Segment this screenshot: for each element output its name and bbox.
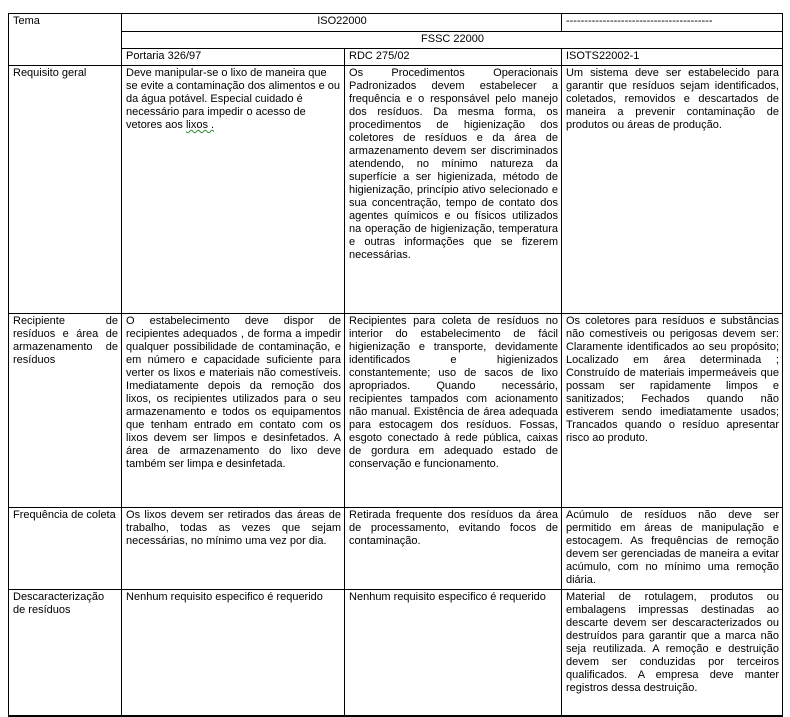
tema-cell: Descaracterização de resíduos: [9, 590, 122, 716]
header-row-2: [9, 32, 783, 49]
header-row-3: [9, 49, 783, 66]
header-row-1: [9, 14, 783, 32]
header-rdc: RDC 275/02: [345, 49, 562, 66]
portaria-cell: O estabelecimento deve dispor de recipientes adequados , de forma a impedir qualquer possibilidade de contaminação, e em número e capacidade suficiente para verter os lixos e materiais não comestíveis. Imediatamente depois da remoção dos lixos, os recipientes utilizados para o seu armazenamento e todos os equipamentos que tenham entrado em contato com os lixos devem ser limpos e desinfetados. A área de armazenamento do lixo deve também ser limpa e desinfetada.: [122, 314, 345, 508]
portaria-cell: Os lixos devem ser retirados das áreas de trabalho, todas as vezes que sejam necessárias, no mínimo uma vez por dia.: [122, 508, 345, 590]
portaria-cell: [122, 66, 345, 314]
comparison-table: [8, 13, 783, 717]
tema-cell: Recipiente de resíduos e área de armazenamento de resíduos: [9, 314, 122, 508]
header-dashes: ----------------------------------------: [561, 14, 782, 32]
portaria-text: Deve manipular-se o lixo de maneira que se evite a contaminação dos alimentos e ou da água potável. Especial cuidado é necessário para impedir o acesso de vetores aos: [126, 67, 341, 131]
header-tema: Tema: [9, 14, 122, 66]
isots-cell: Os coletores para resíduos e substâncias não comestíveis ou perigosas devem ser: Claramente identificados ao seu propósito; Localizado em área determinada ; Construído de materiais impermeáveis que possam ser rapidamente limpos e sanitizados; Fechados quando não estiverem sendo imediatamente usados; Trancados quando o resíduo apresentar risco ao produto.: [561, 314, 782, 508]
rdc-cell: Os Procedimentos Operacionais Padronizados devem estabelecer a frequência e o responsável pelo manejo dos resíduos. Da mesma forma, os procedimentos de higienização dos coletores de resíduos e da área de armazenamento devem ser discriminados atendendo, no mínimo natureza da superfície a ser higienizada, método de higienização, princípio ativo selecionado e sua concentração, tempo de contato dos agentes químicos e ou físicos utilizados na operação de higienização, temperatura e outras informações que se fizerem necessárias.: [345, 66, 562, 314]
spellcheck-word: lixos .: [185, 119, 215, 131]
rdc-cell: Recipientes para coleta de resíduos no interior do estabelecimento de fácil higienização e transporte, devidamente identificados e higienizados constantemente; uso de sacos de lixo apropriados. Quando necessário, recipientes tampados com acionamento não manual. Existência de área adequada para estocagem dos resíduos. Fossas, esgoto conectado à rede pública, caixas de gordura em adequado estado de conservação e funcionamento.: [345, 314, 562, 508]
table-row-descaracterizacao: [9, 590, 783, 716]
header-portaria: Portaria 326/97: [122, 49, 345, 66]
header-iso22000: ISO22000: [122, 14, 562, 32]
portaria-cell: Nenhum requisito especifico é requerido: [122, 590, 345, 716]
isots-cell: Acúmulo de resíduos não deve ser permitido em áreas de manipulação e estocagem. As frequências de remoção devem ser gerenciadas de maneira a evitar acúmulo, com no mínimo uma remoção diária.: [561, 508, 782, 590]
isots-cell: Um sistema deve ser estabelecido para garantir que resíduos sejam identificados, coletados, removidos e descartados de maneira a prevenir contaminação de produtos ou áreas de produção.: [561, 66, 782, 314]
table-row-recipiente: [9, 314, 783, 508]
tema-cell: Frequência de coleta: [9, 508, 122, 590]
isots-cell: Material de rotulagem, produtos ou embalagens impressas destinadas ao descarte devem ser descaracterizados ou destruídos para garantir que a marca não seja reutilizada. A remoção e destruição devem ser conduzidas por terceiros qualificados. A empresa deve manter registros dessa destruição.: [561, 590, 782, 716]
rdc-cell: Nenhum requisito especifico é requerido: [345, 590, 562, 716]
tema-cell: Requisito geral: [9, 66, 122, 314]
table-row-frequencia: [9, 508, 783, 590]
header-isots: ISOTS22002-1: [561, 49, 782, 66]
rdc-cell: Retirada frequente dos resíduos da área de processamento, evitando focos de contaminação.: [345, 508, 562, 590]
table-row-requisito-geral: [9, 66, 783, 314]
header-fssc22000: FSSC 22000: [122, 32, 783, 49]
